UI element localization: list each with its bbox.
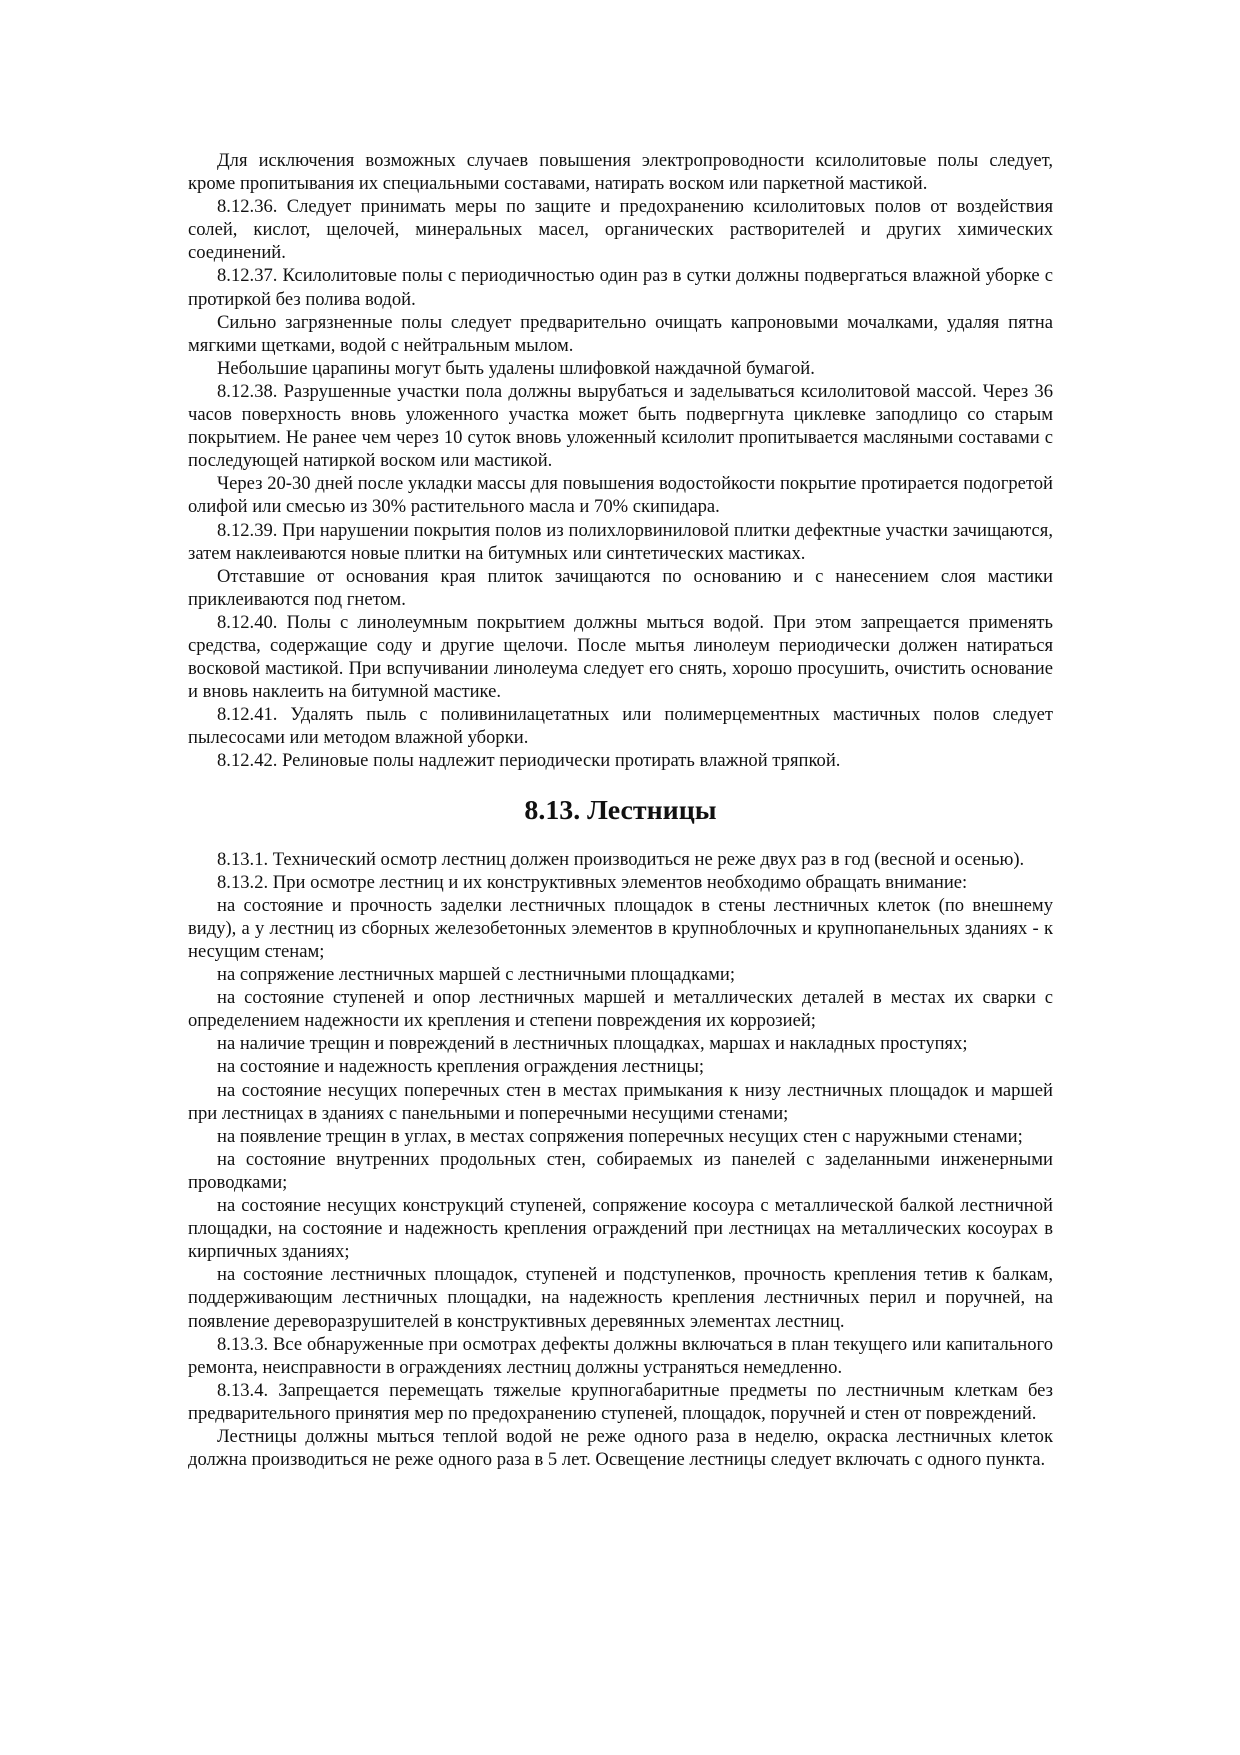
- paragraph: 8.12.37. Ксилолитовые полы с периодичностью один раз в сутки должны подвергаться влажной уборке с протиркой без полива водой.: [188, 265, 1053, 310]
- paragraph: на состояние лестничных площадок, ступеней и подступенков, прочность крепления тетив к балкам, поддерживающим лестничных площадки, на надежность крепления лестничных перил и поручней, на появление дереворазрушителей в конструктивных деревянных элементах лестниц.: [188, 1264, 1053, 1332]
- paragraph: на сопряжение лестничных маршей с лестничными площадками;: [217, 964, 736, 986]
- paragraph: 8.13.1. Технический осмотр лестниц должен производиться не реже двух раз в год (весной и осенью).: [217, 848, 1025, 870]
- paragraph: 8.13.4. Запрещается перемещать тяжелые крупногабаритные предметы по лестничным клеткам без предварительного принятия мер по предохранению ступеней, площадок, поручней и стен от повреждений.: [188, 1379, 1053, 1424]
- paragraph: на состояние несущих конструкций ступеней, сопряжение косоура с металлической балкой лестничной площадки, на состояние и надежность крепления ограждений при лестницах на металлических косоурах в кирпичных зданиях;: [188, 1195, 1053, 1263]
- paragraph: на состояние и надежность крепления ограждения лестницы;: [217, 1056, 705, 1078]
- paragraph: на состояние внутренних продольных стен, собираемых из панелей с заделанными инженерными проводками;: [188, 1148, 1053, 1193]
- paragraph: на наличие трещин и повреждений в лестничных площадках, маршах и накладных проступях;: [217, 1033, 968, 1055]
- paragraph: Сильно загрязненные полы следует предварительно очищать капроновыми мочалками, удаляя пятна мягкими щетками, водой с нейтральным мылом.: [188, 311, 1053, 356]
- paragraph: Для исключения возможных случаев повышения электропроводности ксилолитовые полы следует, кроме пропитывания их специальными составами, натирать воском или паркетной мастикой.: [188, 150, 1053, 195]
- paragraph: 8.12.42. Релиновые полы надлежит периодически протирать влажной тряпкой.: [217, 750, 841, 772]
- paragraph: на состояние и прочность заделки лестничных площадок в стены лестничных клеток (по внешнему виду), а у лестниц из сборных железобетонных элементов в крупноблочных и крупнопанельных зданиях - к несущим стенам;: [188, 894, 1053, 962]
- paragraph: Небольшие царапины могут быть удалены шлифовкой наждачной бумагой.: [217, 357, 815, 379]
- paragraph: 8.12.38. Разрушенные участки пола должны вырубаться и заделываться ксилолитовой массой. Через 36 часов поверхность вновь уложенного участка может быть подвергнута циклевке заподлицо со старым покрытием. Не ранее чем через 10 суток вновь уложенный ксилолит пропитывается масляными составами с последующей натиркой воском или мастикой.: [188, 380, 1053, 472]
- document-page: [188, 149, 1053, 1471]
- paragraph: 8.12.41. Удалять пыль с поливинилацетатных или полимерцементных мастичных полов следует пылесосами или методом влажной уборки.: [188, 704, 1053, 749]
- section-stairs: [188, 848, 1053, 1472]
- paragraph: 8.12.40. Полы с линолеумным покрытием должны мыться водой. При этом запрещается применять средства, содержащие соду и другие щелочи. После мытья линолеум периодически должен натираться восковой мастикой. При вспучивании линолеума следует его снять, хорошо просушить, очистить основание и вновь наклеить на битумной мастике.: [188, 611, 1053, 703]
- paragraph: 8.12.39. При нарушении покрытия полов из полихлорвиниловой плитки дефектные участки зачищаются, затем наклеиваются новые плитки на битумных или синтетических мастиках.: [188, 519, 1053, 564]
- paragraph: Отставшие от основания края плиток зачищаются по основанию и с нанесением слоя мастики приклеиваются под гнетом.: [188, 565, 1053, 610]
- paragraph: Через 20-30 дней после укладки массы для повышения водостойкости покрытие протирается подогретой олифой или смесью из 30% растительного масла и 70% скипидара.: [188, 473, 1053, 518]
- paragraph: на состояние ступеней и опор лестничных маршей и металлических деталей в местах их сварки с определением надежности их крепления и степени повреждения их коррозией;: [188, 987, 1053, 1032]
- paragraph: на состояние несущих поперечных стен в местах примыкания к низу лестничных площадок и маршей при лестницах в зданиях с панельными и поперечными несущими стенами;: [188, 1079, 1053, 1124]
- section-heading: 8.13. Лестницы: [524, 794, 717, 826]
- paragraph: на появление трещин в углах, в местах сопряжения поперечных несущих стен с наружными стенами;: [217, 1125, 1023, 1147]
- paragraph: 8.12.36. Следует принимать меры по защите и предохранению ксилолитовых полов от воздействия солей, кислот, щелочей, минеральных масел, органических растворителей и других химических соединений.: [188, 196, 1053, 264]
- section-floors: [188, 149, 1053, 773]
- paragraph: 8.13.2. При осмотре лестниц и их конструктивных элементов необходимо обращать внимание:: [217, 871, 968, 893]
- paragraph: Лестницы должны мыться теплой водой не реже одного раза в неделю, окраска лестничных клеток должна производиться не реже одного раза в 5 лет. Освещение лестницы следует включать с одного пункта.: [188, 1425, 1053, 1471]
- paragraph: 8.13.3. Все обнаруженные при осмотрах дефекты должны включаться в план текущего или капитального ремонта, неисправности в ограждениях лестниц должны устраняться немедленно.: [188, 1333, 1053, 1378]
